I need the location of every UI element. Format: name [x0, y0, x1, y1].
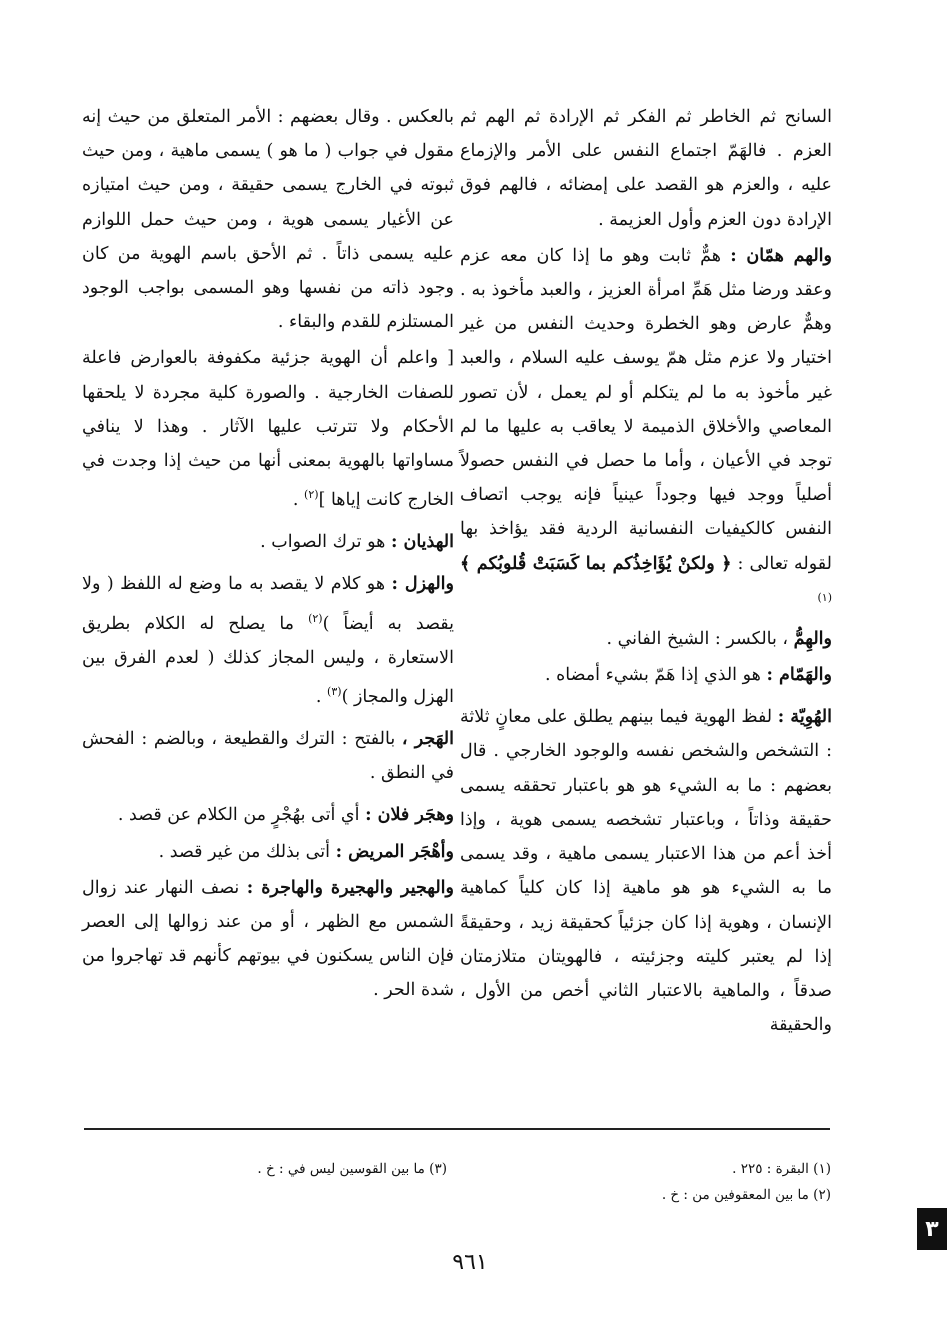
entry-heading: والهجير والهجيرة والهاجرة :	[246, 877, 454, 898]
entry-heading: الهَجر ،	[401, 728, 454, 749]
footnotes-left	[107, 1156, 447, 1182]
text-column-left	[82, 100, 454, 1010]
footnote: (٣) ما بين القوسين ليس في : خ .	[257, 1161, 447, 1177]
footnote: (٢) ما بين المعقوفين من : خ .	[661, 1187, 831, 1203]
paragraph: والهِمُّ ، بالكسر : الشيخ الفاني .	[606, 628, 832, 649]
paragraph: الهُوِيّة : لفظ الهوية فيما بينهم يطلق على معانٍ ثلاثة : التشخص والشخص نفسه والوجود الخارجي . قال بعضهم : ما به الشيء هو هو باعتبار تحققه يسمى حقيقة وذاتاً ، وباعتبار تشخصه يسمى هوية ، وإذا أخذ أعم من هذا الاعتبار يسمى ماهية ، وقد يسمى ما به الشيء هو هو ماهية إذا كان كلياً كماهية الإنسان ، وهوية إذا كان جزئياً كحقيقة زيد ، وحقيقةً إذا لم يعتبر كليته وجزئيته ، فالهويتان متلازمتان صدقاً ، والماهية بالاعتبار الثاني أخص من الأول ، والحقيقة	[460, 707, 832, 1036]
entry-heading: الهُوِيّة :	[777, 707, 832, 728]
entry-heading: والهم همّان :	[730, 245, 832, 266]
paragraph: وهجَر فلان : أي أتى بهُجْرٍ من الكلام عن قصد .	[117, 805, 454, 826]
footnote-ref: (٢)	[304, 488, 319, 502]
entry-heading: وأهْجَر المريض :	[335, 841, 454, 862]
footnote-divider	[84, 1128, 830, 1130]
footnote: (١) البقرة : ٢٢٥ .	[732, 1161, 831, 1177]
paragraph: الهَجر ، بالفتح : الترك والقطيعة ، وبالضم : الفحش في النطق .	[82, 728, 454, 784]
entry-heading: والهِمُّ	[793, 628, 832, 649]
footnote-ref: (٣)	[327, 684, 342, 698]
entry-heading: والهَمّام :	[766, 665, 832, 686]
quran-verse: ﴿ ولكنْ يُؤَاخِذُكم بما كَسَبَتْ قُلوبُكم ﴾	[460, 553, 732, 574]
page-number: ٩٦١	[452, 1250, 488, 1275]
paragraph: بالعكس . وقال بعضهم : الأمر المتعلق من حيث إنه مقول في جواب ( ما هو ) يسمى ماهية ، ومن حيث ثبوته في الخارج يسمى حقيقة ، ومن حيث امتيازه عن الأغيار يسمى هوية ، ومن حيث حمل اللوازم عليه يسمى ذاتاً . ثم الأحق باسم الهوية من كان وجود ذاته من نفسها وهو المسمى بواجب الوجود المستلزم للقدم والبقاء .	[82, 107, 454, 333]
footnote-ref: (١)	[817, 590, 832, 604]
entry-heading: وهجَر فلان :	[365, 805, 454, 826]
paragraph: [ واعلم أن الهوية جزئية مكفوفة بالعوارض فاعلة للصفات الخارجية . والصورة كلية مجردة لا يلحقها الأحكام ولا تترتب عليها الآثار . وهذا لا ينافي مساواتها بالهوية بمعنى أنها من حيث إذا وجدت في الخارج كانت إياها ]$^{(٢)}$ .	[82, 348, 454, 511]
entry-heading: الهذيان :	[390, 532, 454, 553]
paragraph: والهجير والهجيرة والهاجرة : نصف النهار عند زوال الشمس مع الظهر ، أو من عند زوالها إلى العصر فإن الناس يسكنون في بيوتهم كأنهم قد تهاجروا من شدة الحر .	[82, 877, 454, 1001]
entry-heading: والهزل :	[391, 574, 455, 595]
section-tab: ٣	[917, 1208, 947, 1250]
paragraph: الهذيان : هو ترك الصواب .	[260, 532, 454, 553]
paragraph: والهَمّام : هو الذي إذا هَمّ بشيء أمضاه .	[544, 665, 832, 686]
paragraph: والهزل : هو كلام لا يقصد به ما وضع له اللفظ ( ولا يقصد به أيضاً )$^{(٢)}$ ما يصلح له الكلام بطريق الاستعارة ، وليس المجاز كذلك ( لعدم الفرق بين الهزل والمجاز )$^{(٣)}$ .	[82, 574, 455, 707]
footnote-ref: (٢)	[308, 611, 323, 625]
paragraph: والهم همّان : همٌّ ثابت وهو ما إذا كان معه عزم وعقد ورضا مثل هَمِّ امرأة العزيز ، والعبد مأخوذ به . وهمٌّ عارض وهو الخطرة وحديث النفس من غير اختيار ولا عزم مثل همّ يوسف عليه السلام ، والعبد غير مأخوذ به ما لم يتكلم أو لم يعمل ، لأن تصور المعاصي والأخلاق الذميمة لا يعاقب به عليها ما لم توجد في الأعيان ، وأما ما حصل في النفس حصولاً أصلياً ووجد فيها وجوداً عينياً فإنه يوجب اتصاف النفس كالكيفيات النفسانية الردية فقد يؤاخذ بها لقوله تعالى : ﴿ ولكنْ يُؤَاخِذُكم بما كَسَبَتْ قُلوبُكم ﴾$^{(١)}$	[460, 245, 832, 604]
text-column-right	[460, 100, 832, 1044]
paragraph: وأهْجَر المريض : أتى بذلك من غير قصد .	[158, 841, 454, 862]
paragraph: السانح ثم الخاطر ثم الفكر ثم الإرادة ثم الهم ثم العزم . فالهَمّ اجتماع النفس على الأمر والإزماع عليه ، والعزم هو القصد على إمضائه ، فالهم فوق الإرادة دون العزم وأول العزيمة .	[460, 107, 832, 230]
footnotes-right	[491, 1156, 831, 1208]
